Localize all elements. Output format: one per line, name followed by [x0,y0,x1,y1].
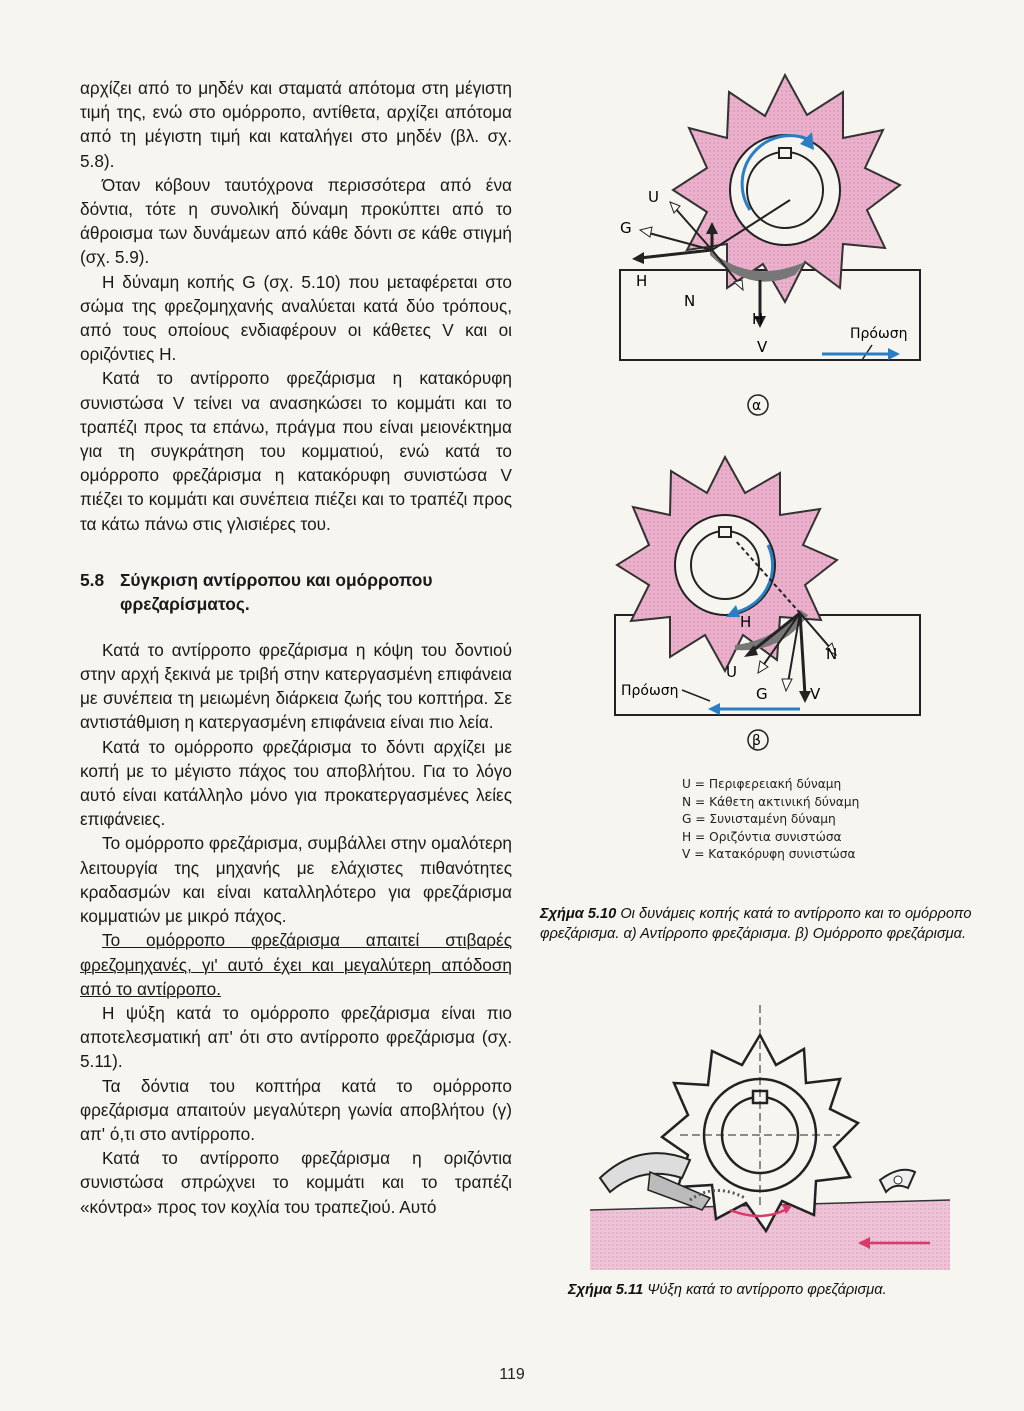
label-h-b: H [740,613,752,631]
cutter-a [673,75,900,302]
page-number: 119 [499,1366,525,1383]
label-feed-b: Πρόωση [621,683,679,699]
figure-5-11 [580,1000,960,1270]
tag-a: α [752,398,762,414]
figure-5-10-b [600,445,940,770]
label-feed-a: Πρόωση [850,326,908,342]
paragraph-1: αρχίζει από το μηδέν και σταματά απότομα στη μέγιστη τιμή της, ενώ στο ομόρροπο, αντίθετα, αρχίζει απότομα από τη μέγιστη τιμή και καταλήγει στο μηδέν (βλ. σχ. 5.8). [80,78,512,171]
paragraph-4: Κατά το αντίρροπο φρεζάρισμα η κατακόρυφη συνιστώσα V τείνει να ανασηκώσει το κομμάτι και το τραπέζι προς τα επάνω, πράγμα που είναι μειονέκτημα για τη συγκράτηση του κομματιού, ενώ κατά το ομόρροπο φρεζάρισμα η κατακόρυφη συνιστώσα V πιέζει το κομμάτι και συνέπεια πιέζει και το τραπέζι προς τα κάτω πάνω στις γλισιέρες του. [80,368,512,534]
paragraph-2: Όταν κόβουν ταυτόχρονα περισσότερα από ένα δόντια, τότε η συνολική δύναμη προκύπτει από το άθροισμα των δυνάμεων από κάθε δόντι σε κάθε στιγμή (σχ. 5.9). [80,174,512,268]
section-number: 5.8 [80,569,105,590]
paragraph-10: Κατά το αντίρροπο φρεζάρισμα η οριζόντια συνιστώσα σπρώχνει το κομμάτι και το τραπέζι «κόντρα» προς τον κοχλία του τραπεζιού. Αυτό [80,1148,512,1217]
legend-n: N = Κάθετη ακτινική δύναμη [682,794,860,809]
label-h-bottom-a: H [752,310,764,328]
section-title: Σύγκριση αντίρροπου και ομόρροπου φρεζαρίσματος. [120,569,433,614]
paragraph-8: Η ψύξη κατά το ομόρροπο φρεζάρισμα είναι πιο αποτελεσματική απ' ότι στο αντίρροπο φρεζάρισμα (σχ. 5.11). [80,1002,512,1072]
caption-5-10 [540,904,978,944]
section-heading [80,568,512,616]
label-n-b: N [826,645,838,663]
paragraph-6: Κατά το ομόρροπο φρεζάρισμα το δόντι αρχίζει με κοπή με το μέγιστο πάχος του αποβλήτου. Για το λόγο αυτό είναι κατάλληλο μόνο για προκατεργασμένες λείες επιφάνειες. [80,736,512,830]
paragraph-9: Τα δόντια του κοπτήρα κατά το ομόρροπο φρεζάρισμα απαιτούν μεγαλύτερη γωνία αποβλήτου (γ) απ' ό,τι στο αντίρροπο. [80,1075,512,1144]
label-v-b: V [810,685,821,703]
legend-h: H = Οριζόντια συνιστώσα [682,829,842,844]
cutter-b [617,457,837,671]
caption-5-11 [568,1280,968,1300]
label-v-a: V [757,338,768,356]
figure-5-10-a [600,70,940,440]
label-u-a: U [648,188,659,206]
paragraph-3: Η δύναμη κοπής G (σχ. 5.10) που μεταφέρεται στο σώμα της φρεζομηχανής αναλύεται κατά δύο τρόπους, από τους οποίους ενδιαφέρουν οι κάθετες V και οι οριζόντιες H. [80,271,512,365]
caption-5-10-text: Οι δυνάμεις κοπής κατά το αντίρροπο και το ομόρροπο φρεζάρισμα. α) Αντίρροπο φρεζάρισμα. β) Ομόρροπο φρεζάρισμα. [540,906,972,942]
workpiece-a [620,270,920,360]
text-column [80,76,512,1219]
label-u-b: U [726,663,737,681]
paragraph-7: Το ομόρροπο φρεζάρισμα, συμβάλλει στην ομαλότερη λειτουργία της μηχανής με ελάχιστες πιθανότητες κραδασμών και είναι καταλληλότερο για φρεζάρισμα κομματιών με μικρό πάχος. [80,833,512,927]
caption-5-11-text: Ψύξη κατά το αντίρροπο φρεζάρισμα. [643,1282,887,1298]
legend-u: U = Περιφερειακή δύναμη [682,777,842,791]
label-g-a: G [620,219,632,237]
label-g-b: G [756,685,768,703]
caption-5-10-label: Σχήμα 5.10 [540,906,617,922]
label-n-a: N [684,292,696,310]
label-h-left-a: H [636,272,648,290]
caption-5-11-label: Σχήμα 5.11 [568,1282,644,1298]
legend-v: V = Κατακόρυφη συνιστώσα [682,847,856,861]
tag-b: β [752,733,761,749]
force-legend [682,776,942,864]
paragraph-5: Κατά το αντίρροπο φρεζάρισμα η κόψη του δοντιού στην αρχή ξεκινά με τριβή στην κατεργασμένη επιφάνεια με συνέπεια τη μειωμένη διάρκεια ζωής του κοπτήρα. Σε αντιστάθμιση η κατεργασμένη επιφάνεια είναι πιο λεία. [80,639,512,733]
underlined-paragraph: Το ομόρροπο φρεζάρισμα απαιτεί στιβαρές φρεζομηχανές, γι' αυτό έχει και μεγαλύτερη απόδοση από το αντίρροπο. [80,930,512,999]
legend-g: G = Συνισταμένη δύναμη [682,812,836,826]
